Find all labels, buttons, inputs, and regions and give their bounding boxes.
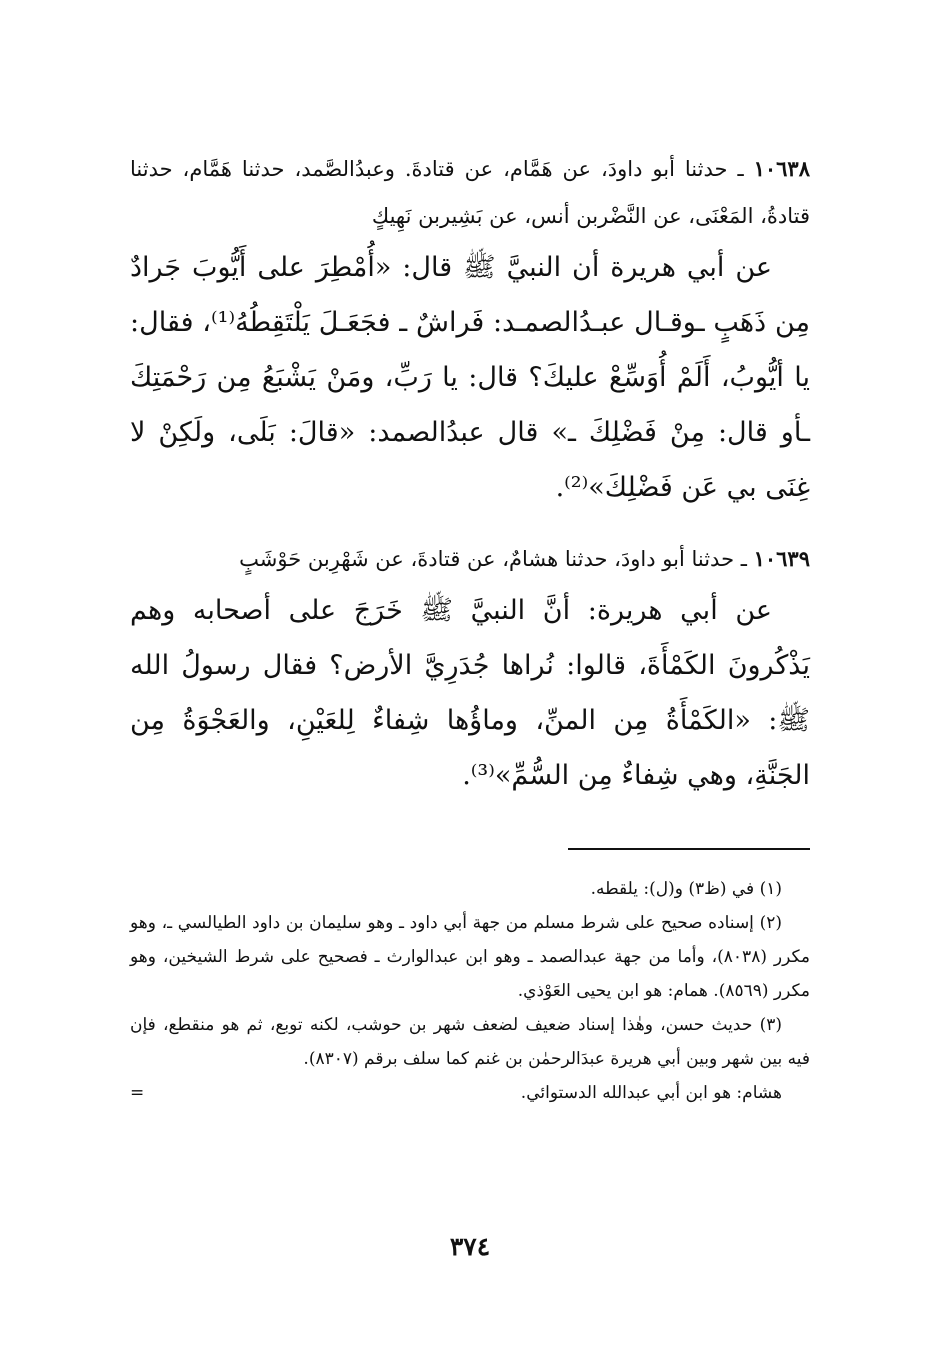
- footnote: (٣) حديث حسن، وهٰذا إسناد ضعيف لضعف شهر بن حوشب، لكنه توبع، ثم هو منقطع، فإن فيه بين شهر وبين أبي هريرة عبدَالرحمٰن بن غنم كما سلف برقم (٨٣٠٧).: [130, 1015, 810, 1069]
- hadith-matn: عن أبي هريرة أن النبيَّ ﷺ قال: «أُمْطِرَ على أَيُّوبَ جَرادٌ مِن ذَهَبٍ ـوقـال عبـدُالصمـد: فَراشٌ ـ فجَعَـلَ يَلْتَقِطُهُ⁽¹⁾، فقال: يا أيُّوبُ، أَلَمْ أُوَسِّعْ عليكَ؟ قال: يا رَبِّ، ومَنْ يَشْبَعُ مِن رَحْمَتِكَ ـأو قال: مِنْ فَضْلِكَ ـ» قال عبدُالصمد: «قالَ: بَلَى، ولَكِنْ لا غِنَى بي عَن فَضْلِكَ»⁽²⁾.: [130, 252, 810, 503]
- footnotes: [130, 872, 810, 1110]
- hadith-matn: عن أبي هريرة: أنَّ النبيَّ ﷺ خَرَجَ على أصحابه وهم يَذْكُرونَ الكَمْأَةَ، قالوا: نُراها جُدَرِيَّ الأرض؟ فقال رسولُ الله ﷺ: «الكَمْأَةُ مِن المنِّ، وماؤُها شِفاءٌ لِلعَيْنِ، والعَجْوَةُ مِن الجَنَّةِ، وهي شِفاءٌ مِن السُّمِّ»⁽³⁾.: [130, 595, 810, 791]
- continuation-mark: =: [130, 1083, 145, 1103]
- isnad-text: ـ حدثنا أبو داودَ، عن هَمَّام، عن قتادةَ. وعبدُالصَّمد، حدثنا هَمَّام، حدثنا قتادةُ، المَعْنَى، عن النَّضْربن أنس، عن بَشِيربن نَهِيكٍ: [130, 157, 810, 228]
- footnote-separator: [568, 848, 810, 850]
- isnad-text: ـ حدثنا أبو داودَ، حدثنا هشامٌ، عن قتادةَ، عن شَهْرِبن حَوْشَبٍ: [239, 547, 747, 571]
- hadith-number: ١٠٦٣٨: [753, 156, 810, 181]
- footnote: (١) في (ظ٣) و(ل): يلقطه.: [590, 879, 782, 899]
- hadith-number: ١٠٦٣٩: [753, 546, 810, 571]
- hadith-isnad: [130, 535, 810, 583]
- footnote: (٢) إسناده صحيح على شرط مسلم من جهة أبي داود ـ وهو سليمان بن داود الطيالسي ـ، وهو مكرر (٨٠٣٨)، وأما من جهة عبدالصمد ـ وهو ابن عبدالوارث ـ فصحيح على شرط الشيخين، وهو مكرر (٨٥٦٩). همام: هو ابن يحيى العَوْذي.: [130, 913, 810, 1001]
- page-number: ٣٧٤: [449, 1232, 491, 1261]
- hadith-isnad: [130, 145, 810, 240]
- footnote-continued: [130, 1076, 810, 1110]
- footnote-text: هشام: هو ابن أبي عبدالله الدستوائي.: [520, 1083, 782, 1103]
- main-text: [130, 145, 810, 823]
